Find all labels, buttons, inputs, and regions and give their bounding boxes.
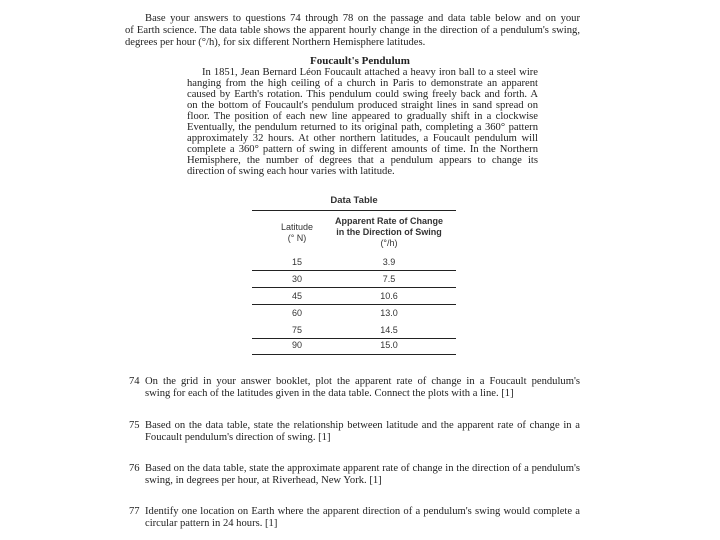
col-header-latitude: Latitude <box>280 222 314 232</box>
latitude-cell: 45 <box>291 291 302 301</box>
question-number: 75 <box>129 420 140 431</box>
question-text: swing, in degrees per hour, at Riverhead, New York. [1] <box>145 475 382 486</box>
intro-line: of Earth science. The data table shows the apparent hourly change in the direction of a pendulum's swing, <box>125 25 580 36</box>
latitude-cell: 60 <box>291 308 302 318</box>
question-number: 76 <box>129 463 140 474</box>
passage-line: caused by Earth's rotation. This pendulum could swing freely back and forth. A <box>187 89 538 100</box>
passage-title: Foucault's Pendulum <box>310 55 410 67</box>
question-number: 74 <box>129 376 140 387</box>
col-header-rate: Apparent Rate of Change <box>334 216 443 226</box>
rate-cell: 14.5 <box>380 325 398 335</box>
passage-line: hanging from the high ceiling of a church in Paris to demonstrate an apparent <box>187 78 538 89</box>
passage-line: In 1851, Jean Bernard Léon Foucault attached a heavy iron ball to a steel wire <box>202 67 538 78</box>
question-number: 77 <box>129 506 140 517</box>
passage-line: direction of swing each hour varies with latitude. <box>187 166 395 177</box>
question-text: circular pattern in 24 hours. [1] <box>145 518 278 529</box>
question-text: Based on the data table, state the approximate apparent rate of change in the direction of a pendulum's <box>145 463 580 474</box>
question-text: Foucault pendulum's direction of swing. [1] <box>145 432 331 443</box>
rate-cell: 15.0 <box>380 340 398 350</box>
table-rule <box>252 338 456 339</box>
table-title: Data Table <box>330 195 378 206</box>
col-header-rate-unit: (°/h) <box>380 238 398 248</box>
question-text: On the grid in your answer booklet, plot the apparent rate of change in a Foucault pendulum's <box>145 376 580 387</box>
latitude-cell: 30 <box>291 274 302 284</box>
latitude-cell: 75 <box>291 325 302 335</box>
passage-line: Hemisphere, the number of degrees that a pendulum appears to change its <box>187 155 538 166</box>
passage-line: complete a 360° pattern of swing in different amounts of time. In the Northern <box>187 144 538 155</box>
question-text: swing for each of the latitudes given in the data table. Connect the plots with a line. [1] <box>145 388 514 399</box>
passage-line: floor. The position of each new line appeared to gradually shift in a clockwise <box>187 111 538 122</box>
passage-line: approximately 32 hours. At other northern latitudes, a Foucault pendulum will <box>187 133 538 144</box>
latitude-cell: 15 <box>291 257 302 267</box>
table-rule <box>252 304 456 305</box>
col-header-rate: in the Direction of Swing <box>336 227 442 237</box>
table-rule <box>252 287 456 288</box>
col-header-latitude-unit: (° N) <box>287 233 307 243</box>
table-rule <box>252 270 456 271</box>
rate-cell: 13.0 <box>380 308 398 318</box>
table-rule <box>252 210 456 211</box>
passage-line: on the bottom of Foucault's pendulum produced straight lines in sand spread on <box>187 100 538 111</box>
question-text: Based on the data table, state the relationship between latitude and the apparent rate of change in a <box>145 420 580 431</box>
rate-cell: 10.6 <box>380 291 398 301</box>
question-text: Identify one location on Earth where the apparent direction of a pendulum's swing would complete a <box>145 506 580 517</box>
passage-line: Eventually, the pendulum returned to its original path, completing a 360° pattern <box>187 122 538 133</box>
intro-line: Base your answers to questions 74 through 78 on the passage and data table below and on your <box>145 13 580 24</box>
latitude-cell: 90 <box>291 340 302 350</box>
rate-cell: 3.9 <box>382 257 396 267</box>
rate-cell: 7.5 <box>382 274 396 284</box>
intro-line: degrees per hour (°/h), for six different Northern Hemisphere latitudes. <box>125 37 426 48</box>
table-rule <box>252 354 456 355</box>
